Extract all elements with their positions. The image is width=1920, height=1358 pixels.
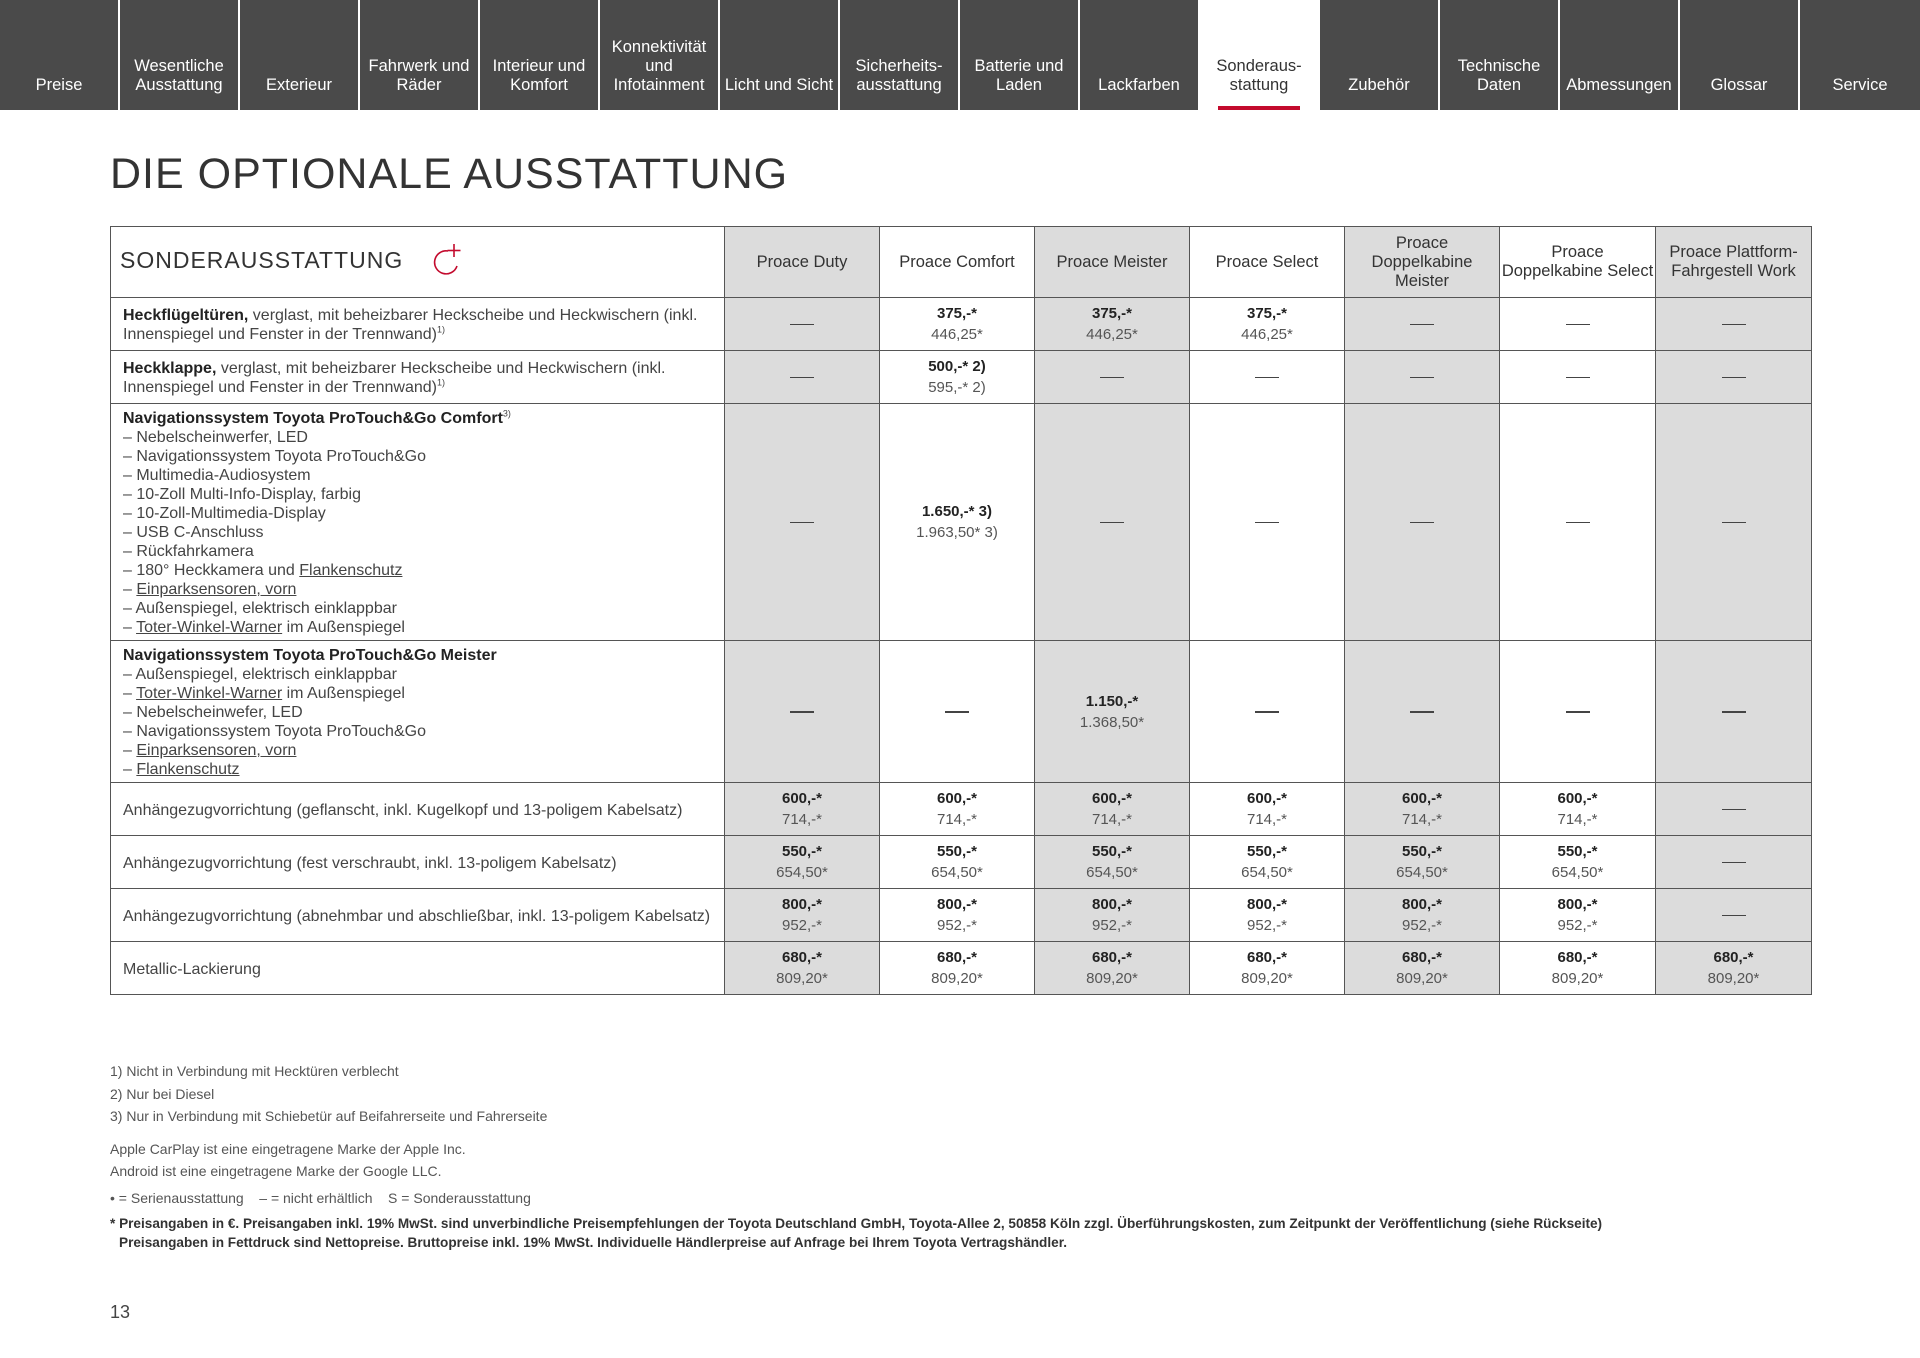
net-price: 600,-*	[936, 790, 978, 807]
net-price: 800,-*	[1246, 896, 1288, 913]
net-price: 600,-*	[1557, 790, 1598, 807]
footnote: 3) Nur in Verbindung mit Schiebetür auf Beifahrerseite und Fahrerseite	[110, 1108, 548, 1124]
price-cell	[1656, 783, 1812, 836]
not-available-dash	[1255, 377, 1279, 379]
gross-price: 952,-*	[1557, 917, 1598, 934]
glossary-link[interactable]: Einparksensoren, vorn	[136, 581, 297, 598]
gross-price: 809,20*	[776, 970, 828, 987]
gross-price: 809,20*	[1396, 970, 1448, 987]
not-available-dash	[945, 711, 969, 713]
footnotes	[110, 1060, 547, 1209]
list-item: – 10-Zoll-Multimedia-Display	[123, 505, 326, 522]
price-cell	[725, 836, 880, 889]
net-price: 1.150,-*	[1085, 692, 1139, 710]
price-cell	[1190, 889, 1345, 942]
column-header: Proace Meister	[1035, 227, 1190, 298]
not-available-dash	[1410, 377, 1434, 379]
price-cell	[1500, 641, 1656, 783]
price-cell	[1345, 942, 1500, 995]
list-item: – Flankenschutz	[123, 761, 240, 778]
net-price: 680,-*	[1713, 949, 1754, 966]
net-price: 800,-*	[1401, 896, 1443, 913]
gross-price: 654,50*	[1551, 864, 1604, 881]
gross-price: 809,20*	[1551, 970, 1604, 987]
row-text: Anhängezugvorrichtung (geflanscht, inkl. Kugelkopf und 13-poligem Kabelsatz)	[123, 801, 683, 819]
not-available-dash	[790, 522, 814, 524]
tab-glossar[interactable]: Glossar	[1680, 0, 1798, 110]
gross-price: 809,20*	[1241, 970, 1293, 987]
price-cell	[880, 783, 1035, 836]
column-header: Proace Doppelkabine Meister	[1345, 227, 1500, 298]
price-cell	[1345, 783, 1500, 836]
table-row	[111, 351, 1812, 404]
legend: • = Serienausstattung – = nicht erhältlich S = Sonderausstattung	[110, 1189, 531, 1206]
gross-price: 446,25*	[1086, 326, 1138, 343]
net-price: 800,-*	[936, 896, 978, 913]
price-cell	[725, 298, 880, 351]
gross-price: 809,20*	[1707, 970, 1760, 987]
net-price: 680,-*	[1091, 949, 1133, 966]
tab-batterie-und-laden[interactable]: Batterie und Laden	[960, 0, 1078, 110]
list-item: – Toter-Winkel-Warner im Außenspiegel	[123, 685, 405, 702]
list-item: – Einparksensoren, vorn	[123, 742, 297, 759]
net-price: 680,-*	[1557, 949, 1598, 966]
list-item: – 10-Zoll Multi-Info-Display, farbig	[123, 486, 362, 503]
glossary-link[interactable]: Toter-Winkel-Warner	[136, 619, 283, 636]
glossary-link[interactable]: Toter-Winkel-Warner	[136, 685, 283, 702]
tab-konnektivitaet[interactable]: Konnektivität und Infotainment	[600, 0, 718, 110]
net-price: 375,-*	[1091, 305, 1133, 322]
not-available-dash	[1100, 522, 1124, 524]
trademark-note: Android ist eine eingetragene Marke der Google LLC.	[110, 1163, 442, 1179]
net-price: 680,-*	[1246, 949, 1288, 966]
price-cell	[1345, 404, 1500, 641]
tab-preise[interactable]: Preise	[0, 0, 118, 110]
price-cell	[1190, 942, 1345, 995]
column-header: Proace Select	[1190, 227, 1345, 298]
net-price: 550,-*	[1557, 843, 1598, 860]
footnote-ref: 3)	[502, 408, 511, 419]
price-cell	[1500, 783, 1656, 836]
not-available-dash	[1410, 324, 1434, 326]
price-disclaimer	[110, 1215, 1870, 1252]
price-cell	[1035, 889, 1190, 942]
footnote-ref: 1)	[436, 377, 445, 388]
price-cell	[880, 351, 1035, 404]
row-description	[111, 641, 725, 783]
price-cell	[1656, 298, 1812, 351]
tab-technische-daten[interactable]: Technische Daten	[1440, 0, 1558, 110]
gross-price: 952,-*	[1401, 917, 1443, 934]
price-cell	[1345, 889, 1500, 942]
price-cell	[1656, 836, 1812, 889]
tab-interieur-und-komfort[interactable]: Interieur und Komfort	[480, 0, 598, 110]
trademark-note: Apple CarPlay ist eine eingetragene Marke der Apple Inc.	[110, 1140, 466, 1157]
top-navigation	[0, 0, 1920, 110]
not-available-dash	[1255, 711, 1279, 713]
row-text: Anhängezugvorrichtung (fest verschraubt, inkl. 13-poligem Kabelsatz)	[123, 854, 617, 872]
net-price: 800,-*	[781, 896, 823, 913]
row-description	[111, 836, 725, 889]
gross-price: 654,50*	[1086, 864, 1138, 881]
row-description	[111, 889, 725, 942]
table-row	[111, 404, 1812, 641]
not-available-dash	[1255, 522, 1279, 524]
list-item: – Außenspiegel, elektrisch einklappbar	[123, 600, 397, 617]
row-description	[111, 351, 725, 404]
price-cell	[1035, 351, 1190, 404]
footnote-ref: 1)	[436, 324, 445, 335]
table-header-row	[111, 227, 1812, 298]
net-price: 800,-*	[1091, 896, 1133, 913]
tab-sicherheitsausstattung[interactable]: Sicherheits-ausstattung	[840, 0, 958, 110]
price-cell	[1500, 836, 1656, 889]
price-cell	[1190, 351, 1345, 404]
not-available-dash	[1722, 377, 1746, 379]
net-price: 375,-*	[936, 305, 978, 322]
table-header-label	[111, 227, 725, 298]
price-cell	[880, 641, 1035, 783]
price-cell	[1035, 641, 1190, 783]
table-row	[111, 836, 1812, 889]
price-cell	[1190, 641, 1345, 783]
footnote: 1) Nicht in Verbindung mit Hecktüren verblecht	[110, 1063, 399, 1079]
row-text: Metallic-Lackierung	[123, 960, 261, 978]
gross-price: 714,-*	[1557, 811, 1598, 828]
net-price: 600,-*	[1401, 790, 1443, 807]
gross-price: 446,25*	[931, 326, 983, 343]
net-price: 680,-*	[936, 949, 978, 966]
tab-lackfarben[interactable]: Lackfarben	[1080, 0, 1198, 110]
price-cell	[1345, 836, 1500, 889]
gross-price: 809,20*	[1086, 970, 1138, 987]
table-row	[111, 942, 1812, 995]
price-cell	[725, 641, 880, 783]
price-cell	[1035, 298, 1190, 351]
net-price: 800,-*	[1557, 896, 1598, 913]
not-available-dash	[1722, 862, 1746, 864]
column-header: Proace Plattform-Fahrgestell Work	[1656, 227, 1812, 298]
list-item: – USB C-Anschluss	[123, 524, 264, 541]
price-cell	[1500, 404, 1656, 641]
gross-price: 654,50*	[1241, 864, 1293, 881]
row-description	[111, 942, 725, 995]
not-available-dash	[790, 377, 814, 379]
price-cell	[1500, 351, 1656, 404]
price-cell	[1500, 889, 1656, 942]
price-cell	[1656, 641, 1812, 783]
gross-price: 714,-*	[781, 811, 823, 828]
gross-price: 952,-*	[781, 917, 823, 934]
net-price: 600,-*	[1091, 790, 1133, 807]
net-price: 600,-*	[781, 790, 823, 807]
not-available-dash	[1566, 522, 1590, 524]
disclaimer-line-1: * Preisangaben in €. Preisangaben inkl. 19% MwSt. sind unverbindliche Preisempfehlungen der Toyota Deutschland GmbH, Toyota-Allee 2, 50858 Köln zzgl. Überführungskosten, zum Zeitpunkt der Veröffentlichung (siehe Rückseite)	[110, 1216, 1603, 1231]
price-cell	[725, 783, 880, 836]
list-item: – Toter-Winkel-Warner im Außenspiegel	[123, 619, 405, 636]
tab-wesentliche-ausstattung[interactable]: Wesentliche Ausstattung	[120, 0, 238, 110]
net-price: 375,-*	[1246, 305, 1288, 322]
gross-price: 1.368,50*	[1079, 713, 1145, 731]
glossary-link[interactable]: Flankenschutz	[299, 562, 403, 579]
price-cell	[1656, 351, 1812, 404]
table-row	[111, 889, 1812, 942]
not-available-dash	[1722, 711, 1746, 713]
net-price: 680,-*	[1401, 949, 1443, 966]
price-cell	[1345, 298, 1500, 351]
price-cell	[880, 942, 1035, 995]
price-cell	[1035, 404, 1190, 641]
gross-price: 714,-*	[1091, 811, 1133, 828]
gross-price: 952,-*	[1246, 917, 1288, 934]
net-price: 550,-*	[1091, 843, 1133, 860]
not-available-dash	[1722, 324, 1746, 326]
list-item: – Rückfahrkamera	[123, 543, 254, 560]
options-table	[110, 226, 1812, 995]
price-cell	[880, 298, 1035, 351]
price-cell	[1035, 783, 1190, 836]
price-cell	[725, 351, 880, 404]
row-title: Heckflügeltüren,	[123, 307, 249, 324]
price-cell	[1190, 404, 1345, 641]
list-item: – 180° Heckkamera und Flankenschutz	[123, 562, 403, 579]
net-price: 680,-*	[781, 949, 823, 966]
price-cell	[880, 836, 1035, 889]
gross-price: 714,-*	[1246, 811, 1288, 828]
net-price: 550,-*	[1246, 843, 1288, 860]
price-cell	[1190, 298, 1345, 351]
sonderausstattung-label: SONDERAUSSTATTUNG	[120, 247, 404, 274]
gross-price: 809,20*	[931, 970, 983, 987]
column-header: Proace Doppelkabine Select	[1500, 227, 1656, 298]
tab-zubehoer[interactable]: Zubehör	[1320, 0, 1438, 110]
not-available-dash	[1722, 522, 1746, 524]
gross-price: 952,-*	[1091, 917, 1133, 934]
price-cell	[725, 942, 880, 995]
row-text: Anhängezugvorrichtung (abnehmbar und abschließbar, inkl. 13-poligem Kabelsatz)	[123, 907, 711, 925]
row-description	[111, 298, 725, 351]
glossary-link[interactable]: Einparksensoren, vorn	[136, 742, 297, 759]
price-cell	[1656, 889, 1812, 942]
footnote: 2) Nur bei Diesel	[110, 1085, 215, 1102]
row-title: Navigationssystem Toyota ProTouch&Go Meister	[123, 647, 497, 664]
not-available-dash	[1566, 377, 1590, 379]
not-available-dash	[1722, 915, 1746, 917]
row-description	[111, 404, 725, 641]
gross-price: 1.963,50* 3)	[916, 524, 998, 541]
column-header: Proace Comfort	[880, 227, 1035, 298]
not-available-dash	[790, 711, 814, 713]
price-cell	[1190, 836, 1345, 889]
list-item: – Einparksensoren, vorn	[123, 581, 297, 598]
list-item: – Multimedia-Audiosystem	[123, 467, 311, 484]
row-title: Heckklappe,	[123, 360, 217, 377]
row-text: verglast, mit beheizbarer Heckscheibe und Heckwischern (inkl. Innenspiegel und Fenster in der Trennwand)	[123, 360, 666, 396]
price-cell	[880, 404, 1035, 641]
tab-sonderausstattung[interactable]: Sonderaus-stattung	[1200, 0, 1318, 110]
not-available-dash	[1566, 711, 1590, 713]
list-item: – Nebelscheinwerfer, LED	[123, 429, 308, 446]
tab-exterieur[interactable]: Exterieur	[240, 0, 358, 110]
price-cell	[1500, 298, 1656, 351]
not-available-dash	[790, 324, 814, 326]
net-price: 1.650,-* 3)	[921, 503, 993, 520]
net-price: 550,-*	[936, 843, 978, 860]
disclaimer-line-2: Preisangaben in Fettdruck sind Nettopreise. Bruttopreise inkl. 19% MwSt. Individuelle Händlerpreise auf Anfrage bei Ihrem Toyota Vertragshändler.	[119, 1234, 1068, 1250]
price-cell	[1345, 641, 1500, 783]
row-description	[111, 783, 725, 836]
page-title: DIE OPTIONALE AUSSTATTUNG	[110, 150, 789, 198]
list-item: – Navigationssystem Toyota ProTouch&Go	[123, 723, 426, 740]
price-cell	[1656, 942, 1812, 995]
plus-circle-icon	[425, 242, 465, 282]
gross-price: 654,50*	[776, 864, 828, 881]
gross-price: 654,50*	[1396, 864, 1448, 881]
list-item: – Außenspiegel, elektrisch einklappbar	[123, 666, 397, 683]
price-cell	[1035, 836, 1190, 889]
net-price: 550,-*	[1401, 843, 1443, 860]
gross-price: 595,-* 2)	[928, 379, 986, 396]
list-item: – Navigationssystem Toyota ProTouch&Go	[123, 448, 426, 465]
not-available-dash	[1566, 324, 1590, 326]
glossary-link[interactable]: Flankenschutz	[136, 761, 240, 778]
net-price: 500,-* 2)	[928, 358, 986, 375]
table-row	[111, 298, 1812, 351]
table-row	[111, 641, 1812, 783]
net-price: 600,-*	[1246, 790, 1288, 807]
not-available-dash	[1410, 522, 1434, 524]
price-cell	[1656, 404, 1812, 641]
tab-licht-und-sicht[interactable]: Licht und Sicht	[720, 0, 838, 110]
row-text: verglast, mit beheizbarer Heckscheibe und Heckwischern (inkl. Innenspiegel und Fenster in der Trennwand)	[123, 307, 698, 343]
price-cell	[725, 889, 880, 942]
tab-service[interactable]: Service	[1800, 0, 1920, 110]
price-cell	[725, 404, 880, 641]
page-number: 13	[110, 1302, 131, 1322]
feature-list	[123, 428, 714, 637]
gross-price: 714,-*	[1401, 811, 1443, 828]
price-cell	[1035, 942, 1190, 995]
gross-price: 446,25*	[1241, 326, 1293, 343]
net-price: 550,-*	[781, 843, 823, 860]
feature-list	[123, 665, 714, 779]
not-available-dash	[1722, 809, 1746, 811]
row-title: Navigationssystem Toyota ProTouch&Go Comfort	[123, 410, 503, 427]
tab-abmessungen[interactable]: Abmessungen	[1560, 0, 1678, 110]
not-available-dash	[1410, 711, 1434, 713]
price-cell	[880, 889, 1035, 942]
not-available-dash	[1100, 377, 1124, 379]
tab-fahrwerk-und-raeder[interactable]: Fahrwerk und Räder	[360, 0, 478, 110]
price-cell	[1190, 783, 1345, 836]
column-header: Proace Duty	[725, 227, 880, 298]
table-row	[111, 783, 1812, 836]
price-cell	[1500, 942, 1656, 995]
price-cell	[1345, 351, 1500, 404]
gross-price: 654,50*	[931, 864, 983, 881]
list-item: – Nebelscheinwefer, LED	[123, 704, 303, 721]
gross-price: 952,-*	[936, 917, 978, 934]
gross-price: 714,-*	[936, 811, 978, 828]
